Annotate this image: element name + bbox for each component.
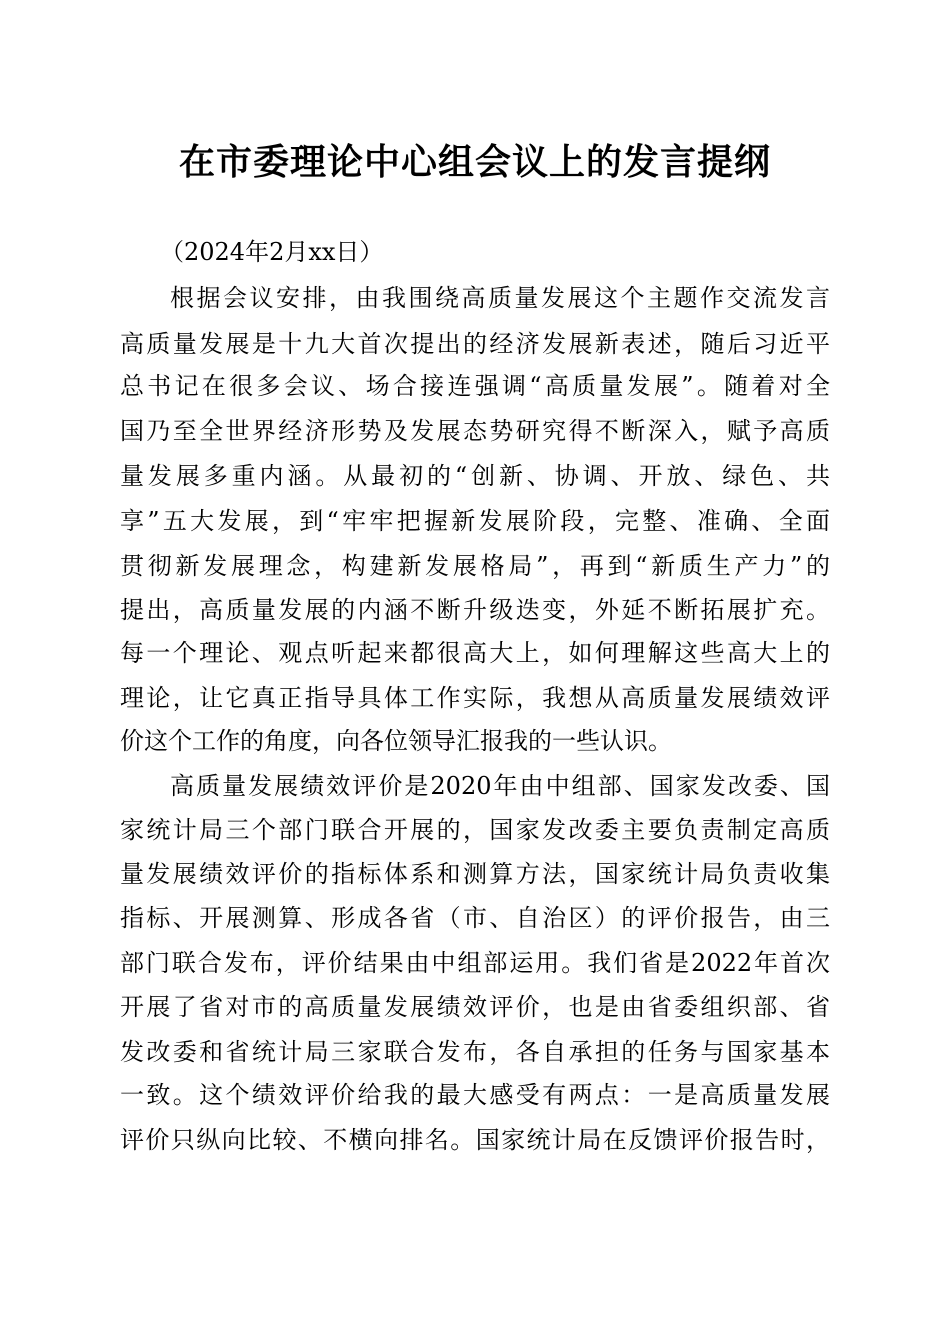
- paragraph-line: 量发展多重内涵。从最初的“创新、协调、开放、绿色、共: [120, 462, 830, 490]
- paragraph-line: 指标、开展测算、形成各省（市、自治区）的评价报告，由三: [120, 904, 830, 932]
- paragraph-line: 总书记在很多会议、场合接连强调“高质量发展”。随着对全: [120, 372, 830, 400]
- paragraph-line: 价这个工作的角度，向各位领导汇报我的一些认识。: [120, 727, 672, 755]
- paragraph-line: 量发展绩效评价的指标体系和测算方法，国家统计局负责收集: [120, 860, 830, 888]
- document-title: 在市委理论中心组会议上的发言提纲: [178, 141, 771, 183]
- paragraph-line: 高质量发展绩效评价是2020年由中组部、国家发改委、国: [170, 772, 830, 800]
- paragraph-line: 根据会议安排，由我围绕高质量发展这个主题作交流发言: [170, 284, 830, 312]
- paragraph-line: 家统计局三个部门联合开展的，国家发改委主要负责制定高质: [120, 816, 830, 844]
- paragraph-line: 一致。这个绩效评价给我的最大感受有两点：一是高质量发展: [120, 1081, 830, 1109]
- paragraph-line: 每一个理论、观点听起来都很高大上，如何理解这些高大上的: [120, 639, 830, 667]
- paragraph-line: 发改委和省统计局三家联合发布，各自承担的任务与国家基本: [120, 1038, 830, 1066]
- paragraph-line: 提出，高质量发展的内涵不断升级迭变，外延不断拓展扩充。: [120, 596, 830, 624]
- paragraph-line: 国乃至全世界经济形势及发展态势研究得不断深入，赋予高质: [120, 417, 830, 445]
- document-date: （2024年2月xx日）: [160, 238, 384, 266]
- paragraph-line: 享”五大发展，到“牢牢把握新发展阶段，完整、准确、全面: [120, 507, 830, 535]
- paragraph-line: 贯彻新发展理念，构建新发展格局”，再到“新质生产力”的: [120, 552, 830, 580]
- paragraph-line: 评价只纵向比较、不横向排名。国家统计局在反馈评价报告时，: [120, 1126, 830, 1154]
- paragraph-line: 开展了省对市的高质量发展绩效评价，也是由省委组织部、省: [120, 993, 830, 1021]
- paragraph-line: 理论，让它真正指导具体工作实际，我想从高质量发展绩效评: [120, 684, 830, 712]
- paragraph-line: 部门联合发布，评价结果由中组部运用。我们省是2022年首次: [120, 949, 830, 977]
- paragraph-line: 高质量发展是十九大首次提出的经济发展新表述，随后习近平: [120, 330, 830, 358]
